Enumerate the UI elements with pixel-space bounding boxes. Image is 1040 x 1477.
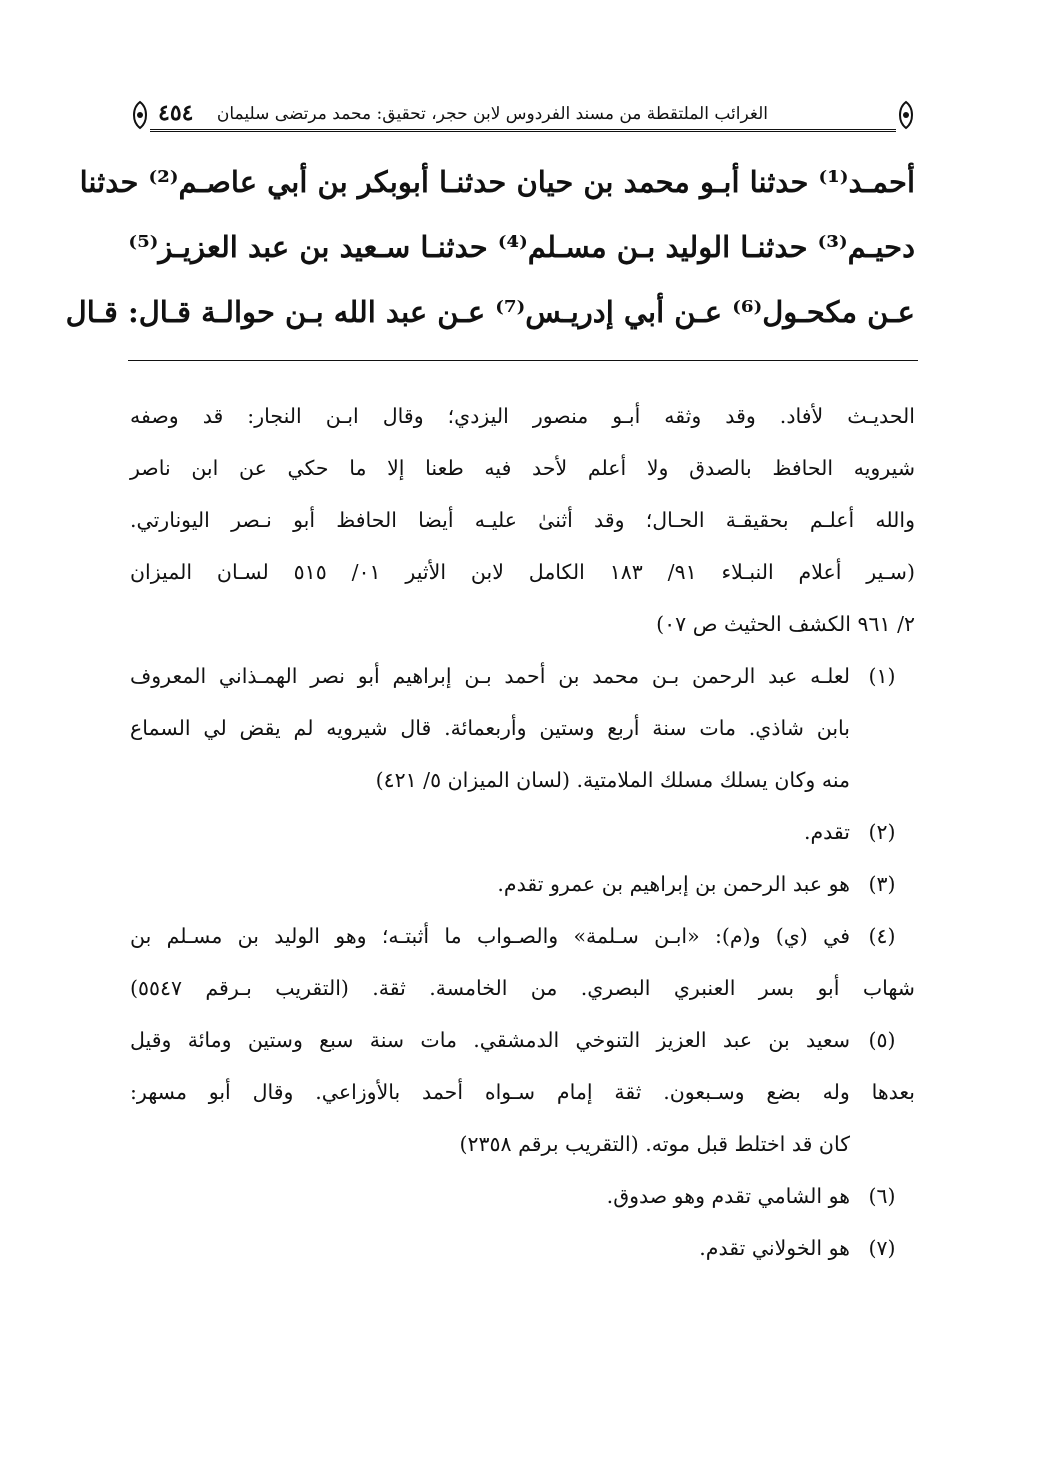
footnote-line: بعدها وله بضع وسـبعون. ثقة إمام سـواه أحمد بالأوزاعي. وقال أبو مسهر:	[130, 1080, 915, 1104]
footnote-line: كان قد اختلط قبل موته. (التقريب برقم ٢٣٥٨)	[459, 1132, 850, 1156]
footnote-text: سعيد بن عبد العزيز التنوخي الدمشقي. مات سنة سبع وستين ومائة وقيل	[130, 1028, 850, 1052]
main-text-line: عـن مكحـول⁽⁶⁾ عـن أبي إدريـس⁽⁷⁾ عـن عبد الله بـن حوالـة قـال: قـال	[65, 295, 915, 329]
running-header	[128, 96, 918, 136]
footnote-number: (٣)	[868, 872, 896, 896]
header-rule	[150, 129, 896, 132]
footnote-7	[130, 1222, 915, 1274]
footnote-6	[130, 1170, 915, 1222]
footnote-line: ٢/ ٩٦١ الكشف الحثيث ص ٠٧)	[656, 612, 915, 636]
footnote-line: منه وكان يسلك مسلك الملامتية. (لسان الميزان ٥/ ٤٢١)	[375, 768, 850, 792]
footnote-text: لعلـه عبد الرحمن بـن محمد بن أحمد بـن إبراهيم أبو نصر الهمـذاني المعروف	[130, 664, 850, 688]
footnotes	[130, 390, 915, 1274]
footnote-4	[130, 910, 915, 962]
footnote-3	[130, 858, 915, 910]
footnote-5	[130, 1014, 915, 1066]
footnote-1	[130, 650, 915, 702]
footnote-number: (٥)	[868, 1028, 896, 1052]
footnote-text: هو عبد الرحمن بن إبراهيم بن عمرو تقدم.	[497, 872, 850, 896]
footnote-number: (٧)	[868, 1236, 896, 1260]
footnote-2	[130, 806, 915, 858]
ornament-icon	[894, 100, 918, 130]
page-number: ٤٥٤	[158, 100, 194, 126]
footnote-text: هو الشامي تقدم وهو صدوق.	[606, 1184, 850, 1208]
footnote-number: (١)	[868, 664, 896, 688]
main-text-line: أحمـد⁽¹⁾ حدثنا أبـو محمد بن حيان حدثنـا أبوبكر بن أبي عاصـم⁽²⁾ حدثنا	[79, 165, 915, 199]
footnote-line: والله أعلـم بحقيقـة الحـال؛ وقد أثنىٰ عليـه أيضا الحافظ أبو نـصر اليونارتي.	[130, 508, 915, 532]
footnote-separator	[128, 360, 918, 361]
footnote-text: تقدم.	[803, 820, 850, 844]
footnote-number: (٦)	[868, 1184, 896, 1208]
ornament-icon	[128, 100, 152, 130]
main-text	[65, 150, 915, 345]
footnote-number: (٢)	[868, 820, 896, 844]
footnote-text: هو الخولاني تقدم.	[699, 1236, 850, 1260]
footnote-line: شيرويه الحافظ بالصدق ولا أعلم لأحد فيه طعنا إلا ما حكي عن ابن ناصر	[130, 456, 915, 480]
footnote-text: في (ي) و(م): «ابـن سـلمة» والصـواب ما أثبتـه؛ وهو الوليد بن مسـلم بن	[130, 924, 850, 948]
main-text-line: دحيـم⁽³⁾ حدثنـا الوليد بـن مسـلم⁽⁴⁾ حدثنـا سـعيد بن عبد العزيـز⁽⁵⁾	[128, 230, 915, 264]
footnote-line: بابن شاذي. مات سنة أربع وستين وأربعمائة. قال شيرويه لم يقض لي السماع	[130, 716, 850, 740]
header-title: الغرائب الملتقطة من مسند الفردوس لابن حجر، تحقيق: محمد مرتضى سليمان	[216, 104, 768, 124]
footnote-line: شهاب أبو بسر العنبري البصري. من الخامسة. ثقة. (التقريب بـرقم ٥٥٤٧)	[130, 976, 915, 1000]
footnote-line: الحديـث لأفاد. وقد وثقه أبـو منصور اليزدي؛ وقال ابـن النجار: قد وصفه	[130, 404, 915, 428]
footnote-line: (سـير أعلام النبـلاء ٩١/ ١٨٣ الكامل لابن الأثير ٠١/ ٥١٥ لسـان الميزان	[130, 560, 915, 584]
footnote-number: (٤)	[868, 924, 896, 948]
